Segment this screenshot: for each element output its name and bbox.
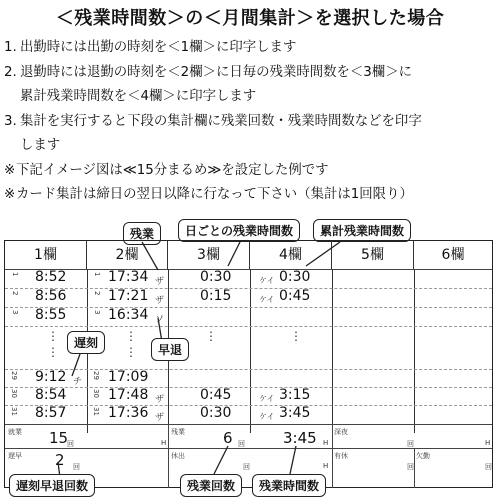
note-3-continued xyxy=(4,134,496,159)
note-2 xyxy=(4,61,496,86)
row-divider xyxy=(5,288,492,289)
note-2-continued xyxy=(4,85,496,110)
summary-row-divider xyxy=(5,448,492,449)
summary-divider xyxy=(5,424,492,425)
cumulative-overtime: 0:30 xyxy=(279,269,311,285)
ellipsis: ⋮ xyxy=(125,345,137,359)
day-number: 30 xyxy=(10,389,18,398)
unit-count: 回 xyxy=(67,440,74,448)
ellipsis: ⋮ xyxy=(290,329,302,343)
work-days-value: 15 xyxy=(49,429,69,447)
header-col-2: 2欄 xyxy=(87,241,168,269)
daily-overtime: 0:30 xyxy=(200,405,232,421)
unit-count: 回 xyxy=(485,463,492,471)
unit-count: 回 xyxy=(73,463,80,471)
daily-overtime: 0:45 xyxy=(200,387,232,403)
callout-cumulative-overtime: 累計残業時間数 xyxy=(313,219,411,242)
summary-divider-v xyxy=(168,424,169,488)
overtime-mark: ザ xyxy=(155,277,165,287)
overtime-mark: ザ xyxy=(155,296,165,306)
unit-hours: H xyxy=(323,439,329,447)
early-leave-mark: ソ xyxy=(155,315,165,325)
col-divider xyxy=(332,269,333,433)
row-divider xyxy=(5,369,492,370)
day-number: 1 xyxy=(11,272,19,277)
note-text: します xyxy=(20,138,61,153)
clock-in-time: 9:12 xyxy=(35,369,67,385)
row-divider xyxy=(5,307,492,308)
clock-in-time: 8:57 xyxy=(35,405,67,421)
clock-in-time: 8:56 xyxy=(35,288,67,304)
notes xyxy=(4,36,496,208)
note-text: カード集計は締日の翌日以降に行なって下さい（集計は1回限り） xyxy=(16,187,413,202)
clock-in-time: 8:55 xyxy=(35,307,67,323)
cumulative-mark: ケイ xyxy=(259,412,275,421)
callout-zangyo: 残業 xyxy=(123,222,161,245)
asterisk-note-2 xyxy=(4,183,496,208)
unit-hours: H xyxy=(161,439,167,447)
unit-count: 回 xyxy=(407,463,414,471)
summary-divider-v xyxy=(414,448,415,488)
header-divider xyxy=(5,269,492,270)
day-number: 31 xyxy=(10,407,18,416)
callout-late-early-count: 遅刻早退回数 xyxy=(9,474,95,497)
daily-overtime: 0:30 xyxy=(200,269,232,285)
clock-out-time: 17:09 xyxy=(108,369,149,385)
callout-early-leave: 早退 xyxy=(151,338,189,361)
note-mark: ※ xyxy=(4,187,16,202)
note-1 xyxy=(4,36,496,61)
clock-out-time: 17:48 xyxy=(108,387,149,403)
note-text: 累計残業時間数を＜4欄＞に印字します xyxy=(20,89,257,104)
clock-out-time: 17:34 xyxy=(108,269,149,285)
callout-daily-overtime: 日ごとの残業時間数 xyxy=(178,219,300,242)
summary-label-late-early: 遅早 xyxy=(8,452,22,460)
day-number: 2 xyxy=(11,291,19,296)
clock-out-time: 17:36 xyxy=(108,405,149,421)
asterisk-note-1 xyxy=(4,159,496,184)
day-number: 1 xyxy=(93,272,101,277)
row-divider xyxy=(5,387,492,388)
note-mark: ※ xyxy=(4,162,16,178)
ellipsis: ⋮ xyxy=(47,329,59,343)
clock-out-time: 16:34 xyxy=(108,307,149,323)
overtime-hours-value: 3:45 xyxy=(283,429,317,447)
header-col-3: 3欄 xyxy=(168,241,250,269)
summary-label-work: 就業 xyxy=(8,428,22,436)
cumulative-mark: ケイ xyxy=(259,295,275,304)
day-number: 29 xyxy=(92,371,100,380)
note-text: 出勤時には出勤の時刻を＜1欄＞に印字します xyxy=(20,40,297,55)
daily-overtime: 0:15 xyxy=(200,288,232,304)
unit-hours: H xyxy=(485,439,491,447)
cumulative-overtime: 3:15 xyxy=(279,387,311,403)
day-number: 3 xyxy=(11,310,19,315)
summary-label-late-night: 深夜 xyxy=(334,428,348,436)
note-text: 退勤時には退勤の時刻を＜2欄＞に日毎の残業時間数を＜3欄＞に xyxy=(20,64,412,80)
callout-late: 遅刻 xyxy=(67,331,105,354)
note-number: 1. xyxy=(4,40,17,55)
overtime-mark: ザ xyxy=(155,413,165,423)
summary-label-absence: 欠勤 xyxy=(416,452,430,460)
header-col-6: 6欄 xyxy=(441,247,465,263)
time-card-sheet xyxy=(4,240,493,488)
clock-in-time: 8:54 xyxy=(35,387,67,403)
cumulative-mark: ケイ xyxy=(259,394,275,403)
col-divider xyxy=(414,269,415,433)
summary-label-paid-leave: 有休 xyxy=(334,452,348,460)
row-divider xyxy=(5,326,492,327)
note-number: 3. xyxy=(4,113,17,129)
unit-count: 回 xyxy=(243,463,250,471)
day-number: 3 xyxy=(93,310,101,315)
note-number: 2. xyxy=(4,64,17,80)
row-divider xyxy=(5,405,492,406)
overtime-mark: ザ xyxy=(155,395,165,405)
callout-overtime-hours: 残業時間数 xyxy=(252,474,326,497)
header-col-4: 4欄 xyxy=(250,241,332,269)
unit-hours: H xyxy=(323,462,329,470)
summary-label-holiday-work: 休出 xyxy=(171,452,185,460)
cumulative-mark: ケイ xyxy=(259,276,275,285)
summary-label-overtime: 残業 xyxy=(171,428,185,436)
unit-count: 回 xyxy=(407,440,414,448)
note-text: 集計を実行すると下段の集計欄に残業回数・残業時間数などを印字 xyxy=(20,113,422,129)
page-title: ＜残業時間数＞の＜月間集計＞を選択した場合 xyxy=(55,8,445,29)
clock-out-time: 17:21 xyxy=(108,288,149,304)
header-col-5: 5欄 xyxy=(332,241,414,269)
overtime-count-value: 6 xyxy=(223,429,233,447)
cumulative-overtime: 3:45 xyxy=(279,405,311,421)
ellipsis: ⋮ xyxy=(47,345,59,359)
note-text: 下記イメージ図は≪15分まるめ≫を設定した例です xyxy=(16,162,329,178)
day-number: 30 xyxy=(92,389,100,398)
day-number: 31 xyxy=(92,407,100,416)
unit-count: 回 xyxy=(238,440,245,448)
day-number: 2 xyxy=(93,291,101,296)
callout-overtime-count: 残業回数 xyxy=(180,474,242,497)
clock-in-time: 8:52 xyxy=(35,269,67,285)
ellipsis: ⋮ xyxy=(125,329,137,343)
summary-divider-v xyxy=(332,424,333,488)
late-mark: チ xyxy=(73,377,83,387)
ellipsis: ⋮ xyxy=(205,329,217,343)
day-number: 29 xyxy=(10,371,18,380)
note-3 xyxy=(4,110,496,135)
col-divider xyxy=(250,269,251,433)
header-col-1: 1欄 xyxy=(5,241,87,269)
cumulative-overtime: 0:45 xyxy=(279,288,311,304)
late-early-count-value: 2 xyxy=(55,451,65,469)
